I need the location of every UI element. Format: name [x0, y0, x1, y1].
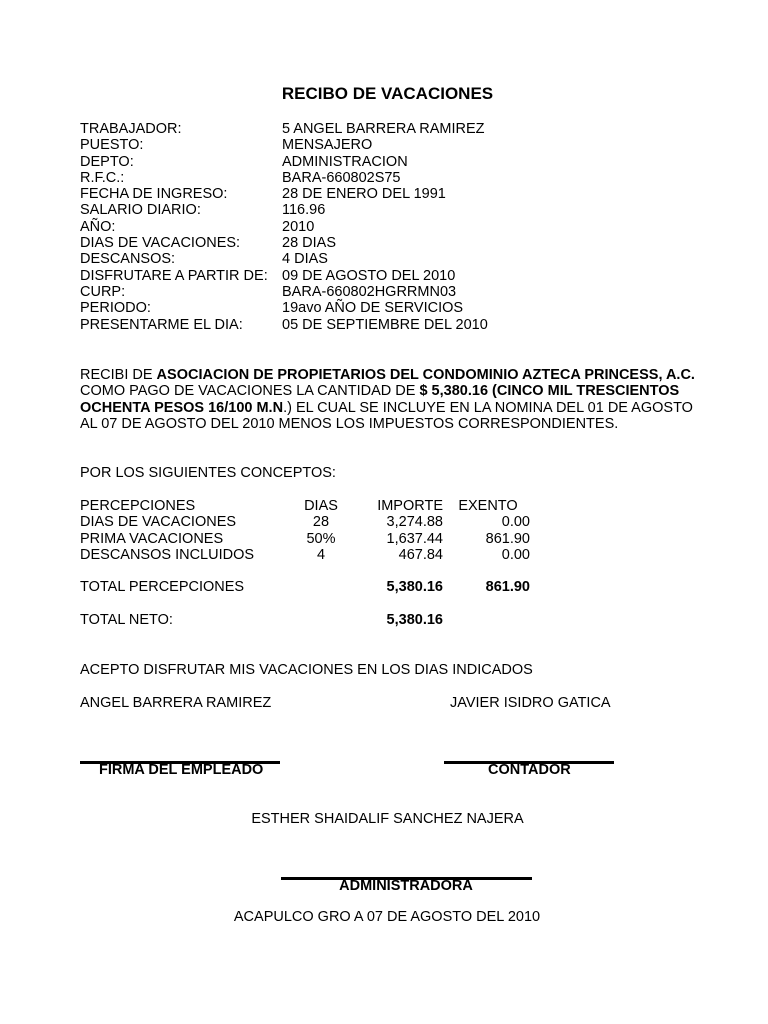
field-label: DESCANSOS:: [80, 251, 176, 268]
paragraph-text: .): [283, 399, 292, 416]
total-net-importe: 5,380.16: [386, 612, 443, 629]
admin-name: ESTHER SHAIDALIF SANCHEZ NAJERA: [251, 811, 524, 827]
table-header: EXENTO: [458, 498, 518, 514]
company-name: ASOCIACION DE PROPIETARIOS DEL CONDOMINIO AZTECA PRINCESS, A.C.: [156, 367, 695, 383]
field-value: BARA-660802HGRRMN03: [282, 283, 457, 300]
field-label: PERIODO:: [80, 300, 151, 317]
field-label: PRESENTARME EL DIA:: [80, 316, 243, 333]
total-net-label: TOTAL NETO:: [80, 612, 173, 629]
field-value: 5 ANGEL BARRERA RAMIREZ: [282, 121, 485, 137]
field-label: CURP:: [80, 283, 126, 300]
acceptance-statement: ACEPTO DISFRUTAR MIS VACACIONES EN LOS DIAS INDICADOS: [80, 662, 533, 678]
employee-signature-label: FIRMA DEL EMPLEADO: [99, 762, 264, 778]
table-cell: PRIMA VACACIONES: [80, 530, 224, 547]
accountant-signature-label: CONTADOR: [488, 762, 571, 778]
place-date: ACAPULCO GRO A 07 DE AGOSTO DEL 2010: [233, 909, 541, 925]
field-value: 28 DIAS: [282, 235, 336, 252]
table-header: DIAS: [304, 498, 338, 514]
field-value: 19avo AÑO DE SERVICIOS: [282, 300, 464, 317]
field-value: 4 DIAS: [282, 251, 328, 268]
table-cell: 50%: [306, 530, 336, 547]
table-cell: 3,274.88: [386, 514, 443, 531]
paragraph-line: [80, 367, 695, 383]
field-value: BARA-660802S75: [282, 169, 401, 186]
total-label: TOTAL PERCEPCIONES: [80, 579, 245, 596]
paragraph-line: [80, 399, 693, 416]
amount-text: OCHENTA PESOS 16/100 M.N: [80, 399, 284, 416]
concepts-heading: POR LOS SIGUIENTES CONCEPTOS:: [80, 465, 336, 481]
field-value: MENSAJERO: [282, 137, 373, 154]
field-label: PUESTO:: [80, 137, 144, 154]
field-label: TRABAJADOR:: [80, 121, 182, 137]
table-cell: 1,637.44: [386, 530, 443, 547]
accountant-name: JAVIER ISIDRO GATICA: [450, 695, 611, 711]
employee-name: ANGEL BARRERA RAMIREZ: [80, 695, 272, 711]
table-cell: 28: [312, 514, 330, 531]
paragraph-text: EL CUAL SE INCLUYE EN LA NOMINA DEL 01 DE AGOSTO: [291, 399, 693, 416]
amount-text: $ 5,380.16 (CINCO MIL TRESCIENTOS: [419, 383, 680, 400]
paragraph-line: [80, 383, 680, 399]
table-header: IMPORTE: [377, 498, 443, 514]
table-cell: DIAS DE VACACIONES: [80, 514, 237, 531]
field-value: 05 DE SEPTIEMBRE DEL 2010: [282, 316, 488, 333]
field-value: 09 DE AGOSTO DEL 2010: [282, 267, 456, 284]
table-cell: 0.00: [501, 546, 530, 563]
field-label: R.F.C.:: [80, 169, 125, 186]
paragraph-text: RECIBI DE: [80, 367, 157, 383]
total-exento: 861.90: [485, 579, 530, 596]
field-label: AÑO:: [80, 218, 116, 235]
paragraph-text: AL 07 DE AGOSTO DEL 2010 MENOS LOS IMPUESTOS CORRESPONDIENTES.: [80, 415, 619, 432]
field-label: DEPTO:: [80, 153, 134, 170]
field-label: SALARIO DIARIO:: [80, 202, 201, 219]
table-cell: DESCANSOS INCLUIDOS: [80, 546, 255, 563]
field-value: 116.96: [282, 202, 326, 219]
field-label: DISFRUTARE A PARTIR DE:: [80, 267, 268, 284]
receipt-paragraph: [80, 367, 695, 432]
document-title: RECIBO DE VACACIONES: [281, 84, 494, 103]
table-cell: 861.90: [485, 530, 530, 547]
paragraph-text: COMO PAGO DE VACACIONES LA CANTIDAD DE: [80, 383, 420, 400]
field-label: DIAS DE VACACIONES:: [80, 235, 241, 252]
field-value: 2010: [282, 218, 315, 235]
table-header: PERCEPCIONES: [80, 498, 196, 514]
total-importe: 5,380.16: [386, 579, 443, 596]
table-cell: 4: [316, 546, 326, 563]
admin-signature-label: ADMINISTRADORA: [339, 878, 473, 894]
field-label: FECHA DE INGRESO:: [80, 186, 228, 203]
table-cell: 467.84: [398, 546, 443, 563]
field-value: 28 DE ENERO DEL 1991: [282, 186, 446, 203]
field-value: ADMINISTRACION: [282, 153, 408, 170]
paragraph-line: [80, 416, 680, 432]
table-cell: 0.00: [501, 514, 530, 531]
